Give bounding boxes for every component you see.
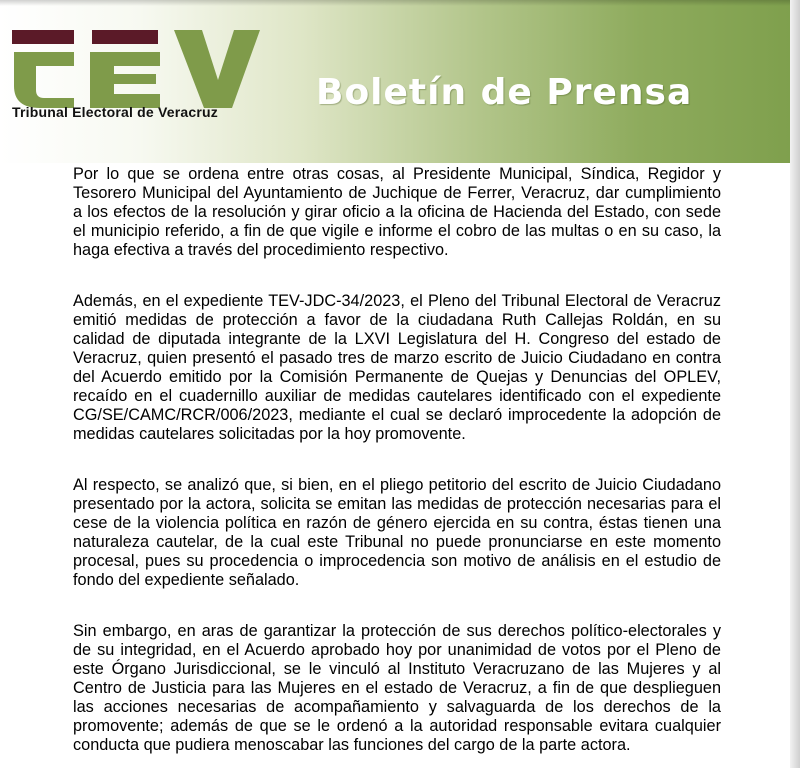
page-title: Boletín de Prensa	[316, 72, 693, 113]
logo-caption: Tribunal Electoral de Veracruz	[12, 104, 218, 120]
press-header-banner	[0, 0, 800, 163]
paragraph-1: Por lo que se ordena entre otras cosas, al Presidente Municipal, Síndica, Regidor y Tesorero Municipal del Ayuntamiento de Juchique de Ferrer, Veracruz, dar cumplimiento a los efectos de la resolución y girar oficio a la oficina de Hacienda del Estado, con sede el municipio referido, a fin de que vigile e informe el cobro de las multas o en su caso, la haga efectiva a través del procedimiento respectivo.	[73, 165, 721, 259]
top-shadow	[0, 0, 800, 6]
document-body	[73, 165, 721, 755]
page-edge-shadow	[790, 0, 800, 768]
paragraph-3: Al respecto, se analizó que, si bien, en el pliego petitorio del escrito de Juicio Ciudadano presentado por la actora, solicita se emitan las medidas de protección necesarias para el cese de la violencia política en razón de género ejercida en su contra, éstas tienen una naturaleza cautelar, de la cual este Tribunal no puede pronunciarse en este momento procesal, pues su procedencia o improcedencia son motivo de análisis en el estudio de fondo del expediente señalado.	[73, 476, 721, 589]
paragraph-4: Sin embargo, en aras de garantizar la protección de sus derechos político-electorales y de su integridad, en el Acuerdo aprobado hoy por unanimidad de votos por el Pleno de este Órgano Jurisdiccional, se le vinculó al Instituto Veracruzano de las Mujeres y al Centro de Justicia para las Mujeres en el estado de Veracruz, a fin de que desplieguen las acciones necesarias de acompañamiento y salvaguarda de los derechos de la promovente; además de que se le ordenó a la autoridad responsable evitara cualquier conducta que pudiera menoscabar las funciones del cargo de la parte actora.	[73, 622, 721, 754]
paragraph-2: Además, en el expediente TEV-JDC-34/2023, el Pleno del Tribunal Electoral de Veracruz emitió medidas de protección a favor de la ciudadana Ruth Callejas Roldán, en su calidad de diputada integrante de la LXVI Legislatura del H. Congreso del estado de Veracruz, quien presentó el pasado tres de marzo escrito de Juicio Ciudadano en contra del Acuerdo emitido por la Comisión Permanente de Quejas y Denuncias del OPLEV, recaído en el cuadernillo auxiliar de medidas cautelares identificado con el expediente CG/SE/CAMC/RCR/006/2023, mediante el cual se declaró improcedente la adopción de medidas cautelares solicitadas por la hoy promovente.	[73, 292, 721, 443]
